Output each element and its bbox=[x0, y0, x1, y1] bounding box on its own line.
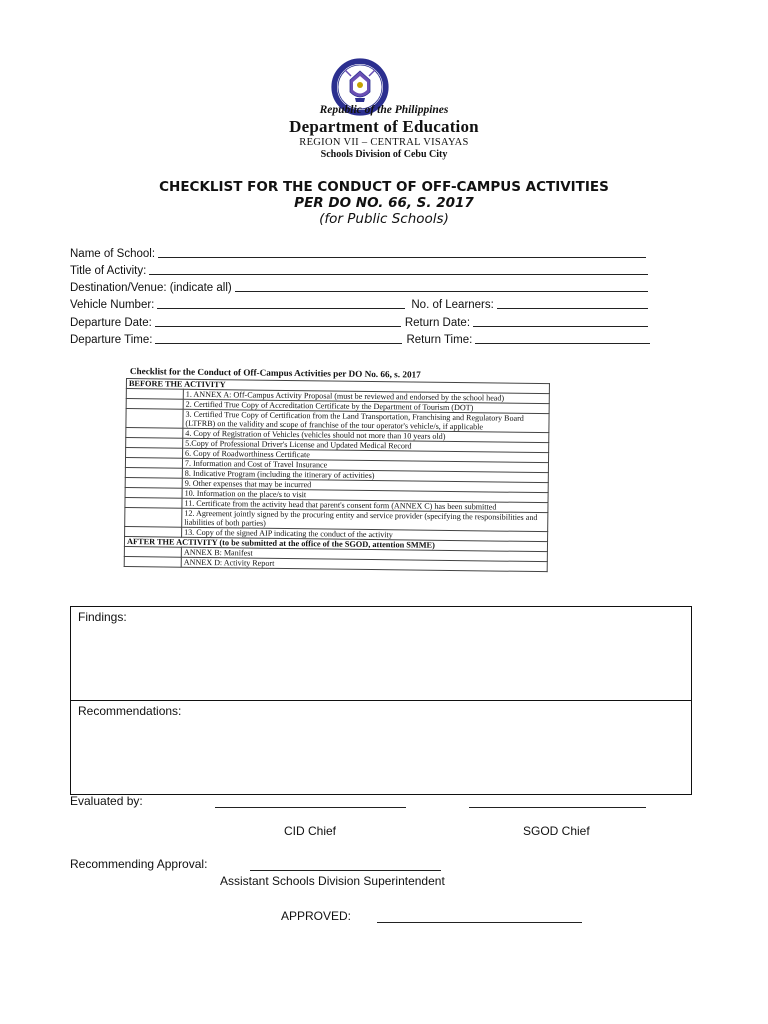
times-field bbox=[70, 329, 650, 346]
dates-field bbox=[70, 312, 650, 329]
learners-line[interactable] bbox=[497, 297, 648, 309]
vehicle-learners-field bbox=[70, 294, 650, 311]
approved-label: APPROVED: bbox=[281, 909, 352, 923]
school-name-label: Name of School: bbox=[70, 248, 156, 260]
departure-time-label: Departure Time: bbox=[70, 334, 153, 346]
checklist-item: 5.Copy of Professional Driver's License and Updated Medical Record bbox=[183, 438, 549, 452]
asds-signature-line[interactable] bbox=[250, 870, 441, 871]
checkbox-cell[interactable] bbox=[125, 458, 182, 469]
checkbox-cell[interactable] bbox=[125, 507, 182, 527]
recommendations-area[interactable] bbox=[71, 701, 691, 794]
return-date-line[interactable] bbox=[473, 315, 648, 327]
checkbox-cell[interactable] bbox=[126, 399, 183, 410]
findings-area[interactable] bbox=[71, 607, 691, 701]
checkbox-cell[interactable] bbox=[125, 477, 182, 488]
return-time-label: Return Time: bbox=[406, 334, 473, 346]
region-line: REGION VII – CENTRAL VISAYAS bbox=[299, 137, 469, 148]
checklist-item: 1. ANNEX A: Off-Campus Activity Proposal (must be reviewed and endorsed by the school head) bbox=[183, 389, 549, 403]
destination-line[interactable] bbox=[235, 280, 648, 292]
destination-field bbox=[70, 277, 650, 294]
checklist-item: ANNEX D: Activity Report bbox=[181, 557, 547, 571]
school-name-field bbox=[70, 243, 650, 260]
checklist-item: ANNEX B: Manifest bbox=[181, 547, 547, 561]
after-heading: AFTER THE ACTIVITY (to be submitted at the office of the SGOD, attention SMME) bbox=[124, 536, 547, 551]
checkbox-cell[interactable] bbox=[125, 526, 182, 537]
republic-line: Republic of the Philippines bbox=[319, 104, 449, 116]
checklist-item: 3. Certified True Copy of Certification from the Land Transportation, Franchising and Regulatory Board (LTFRB) on the validity and scope of franchise of the tour operator's vehicle/s, if applicable bbox=[183, 409, 549, 432]
school-name-line[interactable] bbox=[158, 246, 646, 258]
checklist-item: 2. Certified True Copy of Accreditation Certificate by the Department of Tourism (DOT) bbox=[183, 399, 549, 413]
sgod-chief-label: SGOD Chief bbox=[523, 824, 590, 838]
document-subtitle: PER DO NO. 66, S. 2017 bbox=[294, 195, 474, 211]
checkbox-cell[interactable] bbox=[125, 497, 182, 508]
document-scope: (for Public Schools) bbox=[319, 211, 449, 227]
findings-label: Findings: bbox=[78, 610, 127, 624]
checkbox-cell[interactable] bbox=[125, 467, 182, 478]
department-name: Department of Education bbox=[289, 117, 479, 136]
departure-date-label: Departure Date: bbox=[70, 317, 152, 329]
checkbox-cell[interactable] bbox=[126, 409, 183, 429]
evaluated-by-label: Evaluated by: bbox=[70, 794, 143, 808]
checklist-item: 10. Information on the place/s to visit bbox=[182, 488, 548, 502]
checklist-item: 4. Copy of Registration of Vehicles (vehicles should not more than 10 years old) bbox=[183, 428, 549, 442]
before-heading: BEFORE THE ACTIVITY bbox=[126, 379, 549, 394]
checkbox-cell[interactable] bbox=[126, 448, 183, 459]
vehicle-number-label: Vehicle Number: bbox=[70, 299, 155, 311]
checklist-item: 6. Copy of Roadworthiness Certificate bbox=[183, 448, 549, 462]
activity-title-line[interactable] bbox=[149, 263, 648, 275]
recommending-approval-label: Recommending Approval: bbox=[70, 857, 208, 871]
asds-label: Assistant Schools Division Superintendent bbox=[220, 874, 445, 888]
division-line: Schools Division of Cebu City bbox=[320, 149, 448, 160]
vehicle-number-line[interactable] bbox=[157, 297, 405, 309]
checklist-item: 11. Certificate from the activity head that parent's consent form (ANNEX C) has been submitted bbox=[182, 498, 548, 512]
evaluation-box bbox=[70, 606, 692, 795]
sgod-signature-line[interactable] bbox=[469, 807, 646, 808]
checklist-scan bbox=[126, 366, 552, 606]
document-title: CHECKLIST FOR THE CONDUCT OF OFF-CAMPUS ACTIVITIES bbox=[159, 179, 609, 195]
checklist-item: 7. Information and Cost of Travel Insurance bbox=[182, 458, 548, 472]
destination-label: Destination/Venue: (indicate all) bbox=[70, 282, 232, 294]
cid-chief-label: CID Chief bbox=[284, 824, 337, 838]
checkbox-cell[interactable] bbox=[126, 438, 183, 449]
checklist-table bbox=[124, 378, 550, 572]
checklist-item: 12. Agreement jointly signed by the procuring entity and service provider (specifying the responsibilities and liabilities of both parties) bbox=[182, 508, 548, 531]
recommendations-label: Recommendations: bbox=[78, 704, 182, 718]
approved-signature-line[interactable] bbox=[377, 922, 582, 923]
departure-time-line[interactable] bbox=[155, 332, 402, 344]
checklist-item: 8. Indicative Program (including the itinerary of activities) bbox=[182, 468, 548, 482]
learners-label: No. of Learners: bbox=[411, 299, 494, 311]
checkbox-cell[interactable] bbox=[124, 556, 181, 567]
checkbox-cell[interactable] bbox=[125, 487, 182, 498]
activity-title-field bbox=[70, 260, 650, 277]
return-time-line bbox=[475, 332, 650, 344]
checklist-item: 9. Other expenses that may be incurred bbox=[182, 478, 548, 492]
checklist-title: Checklist for the Conduct of Off-Campus Activities per DO No. 66, s. 2017 bbox=[129, 366, 421, 380]
cid-signature-line[interactable] bbox=[215, 807, 406, 808]
checklist-item: 13. Copy of the signed AIP indicating the conduct of the activity bbox=[182, 527, 548, 541]
return-date-label: Return Date: bbox=[404, 317, 471, 329]
checkbox-cell[interactable] bbox=[126, 389, 183, 400]
checkbox-cell[interactable] bbox=[126, 428, 183, 439]
checkbox-cell[interactable] bbox=[124, 546, 181, 557]
departure-date-line[interactable] bbox=[155, 315, 401, 327]
activity-title-label: Title of Activity: bbox=[70, 265, 147, 277]
